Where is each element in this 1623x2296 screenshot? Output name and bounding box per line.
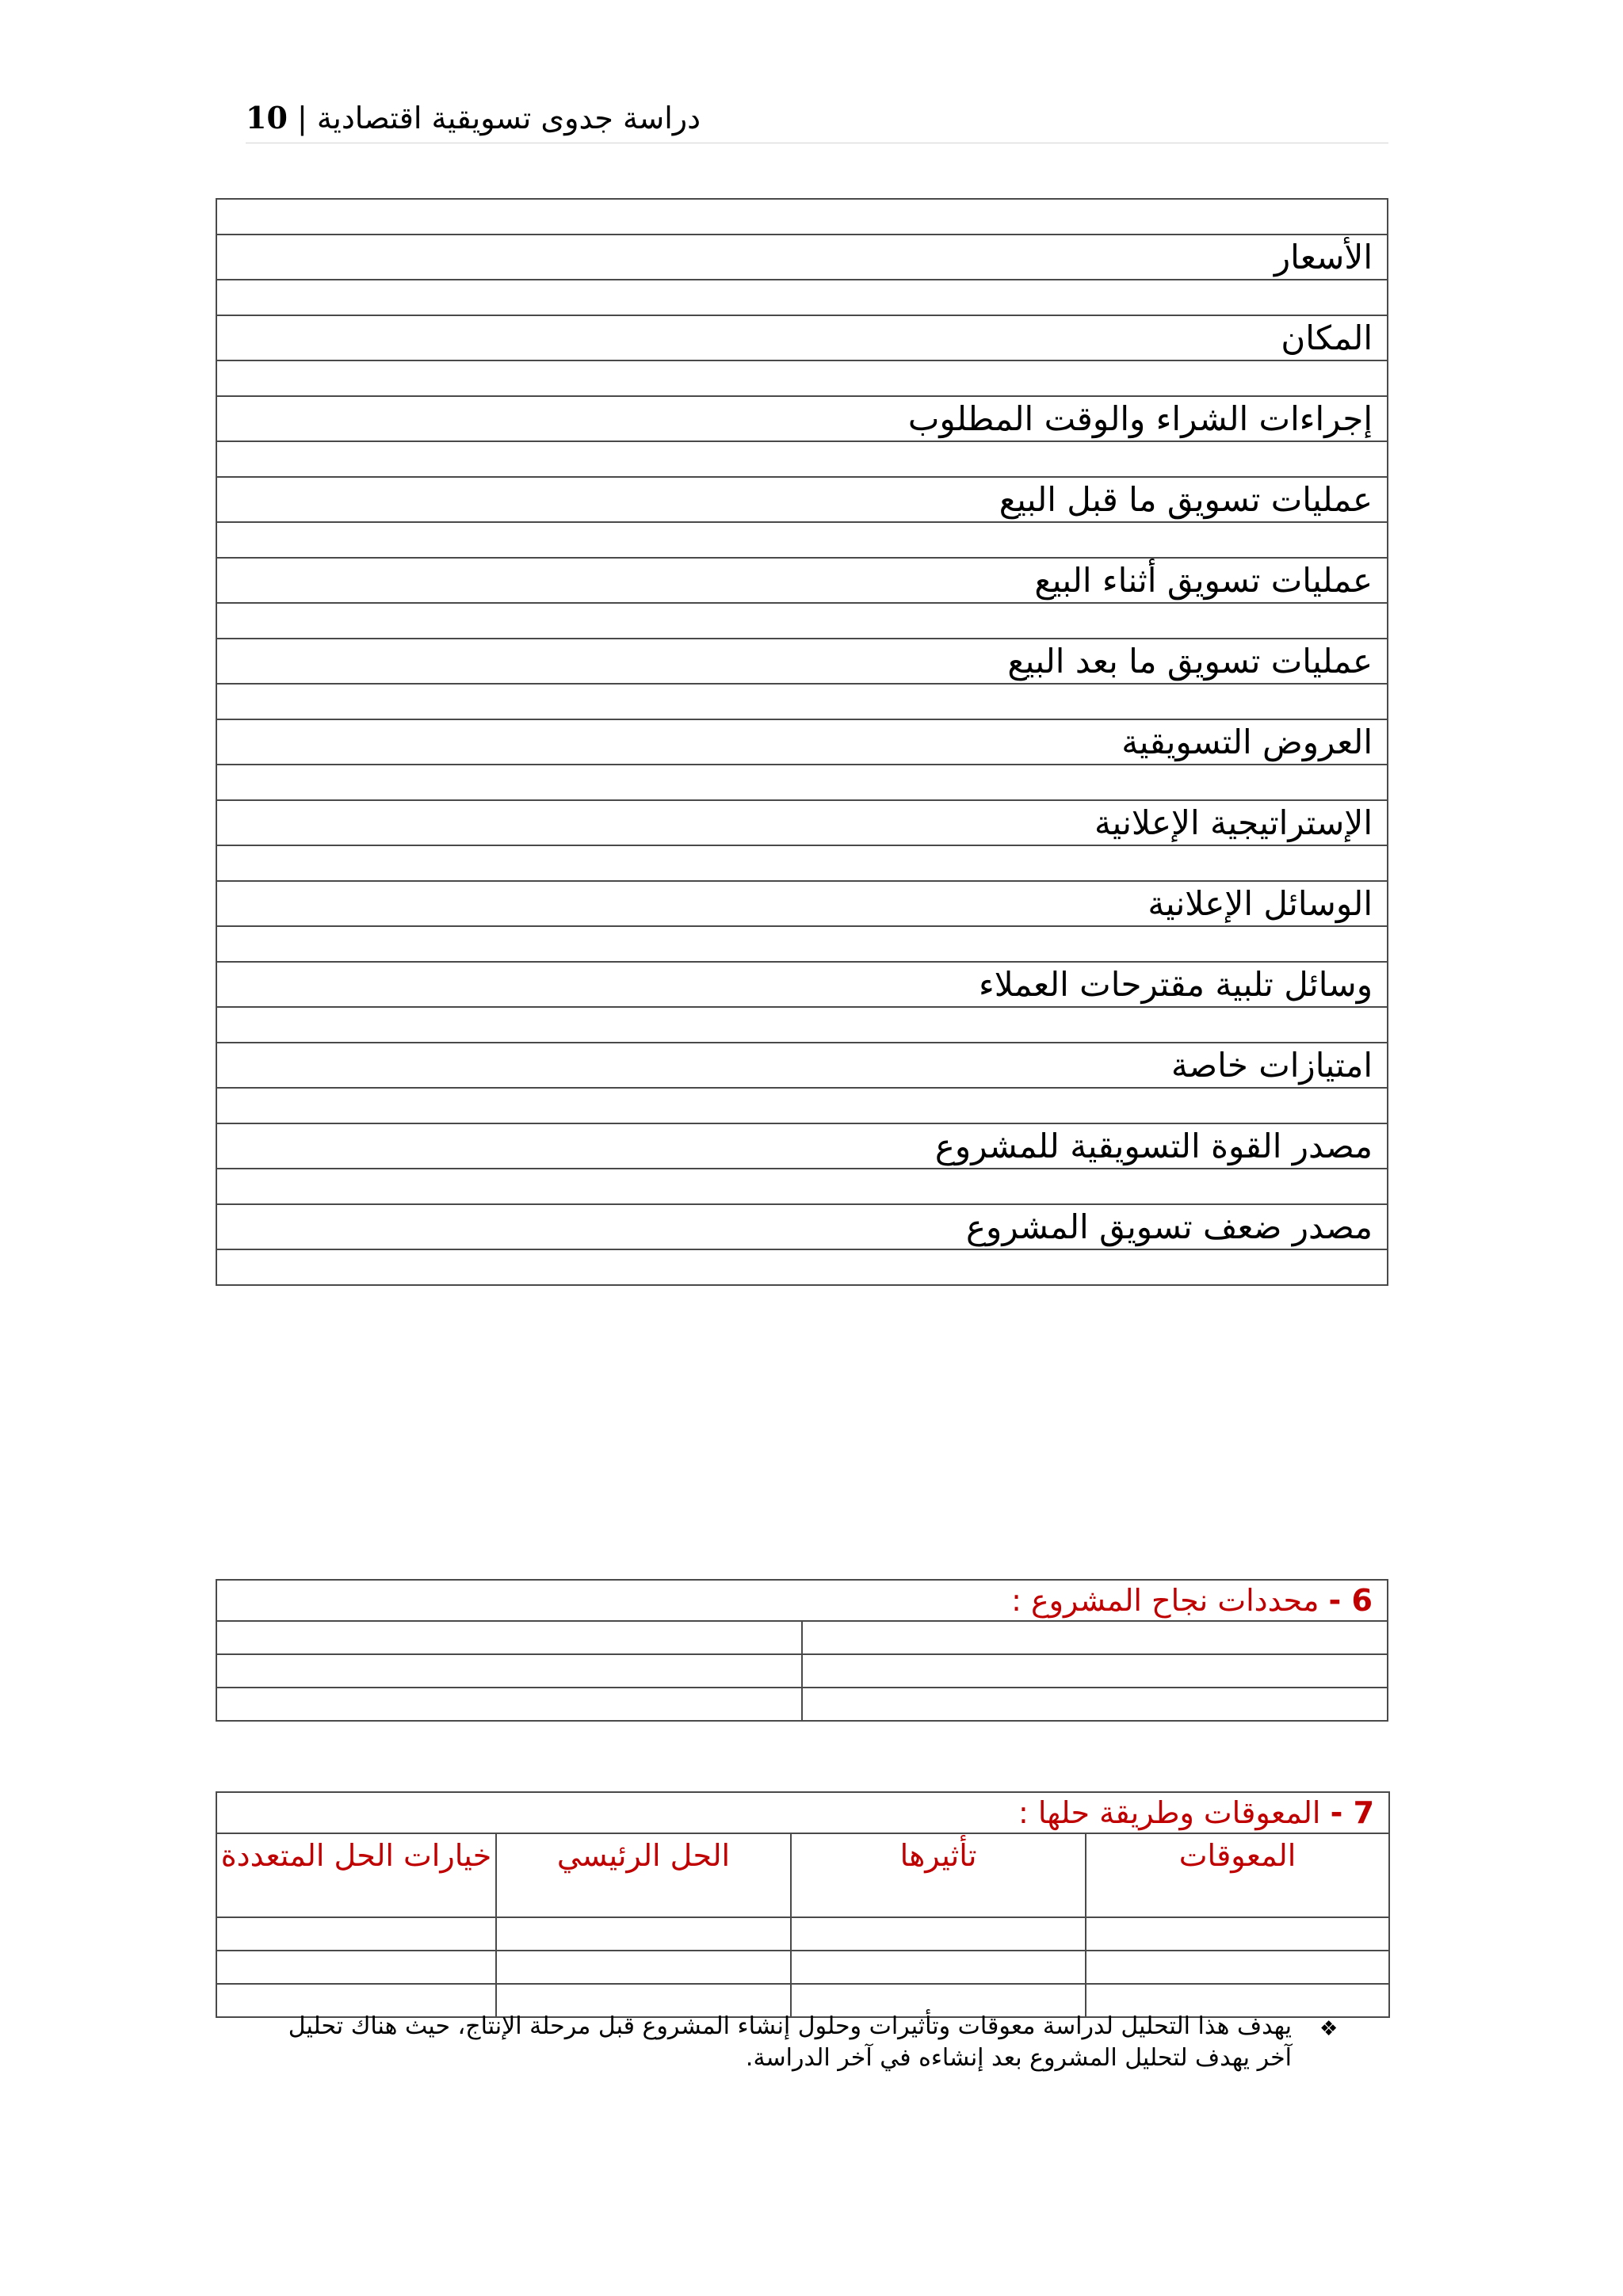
table-row <box>216 1043 1388 1088</box>
marketing-item-label: امتيازات خاصة <box>216 1043 1388 1088</box>
table-row <box>216 1169 1388 1204</box>
marketing-item-label: إجراءات الشراء والوقت المطلوب <box>216 396 1388 441</box>
table-cell <box>216 926 1388 962</box>
marketing-item-label: الإستراتيجية الإعلانية <box>216 800 1388 845</box>
table-row <box>216 1204 1388 1249</box>
marketing-item-label: وسائل تلبية مقترحات العملاء <box>216 962 1388 1007</box>
marketing-item-label: العروض التسويقية <box>216 719 1388 765</box>
table-row <box>216 315 1388 360</box>
page-number: 10 <box>246 100 288 135</box>
section6-title: محددات نجاح المشروع : <box>1011 1583 1319 1618</box>
marketing-item-label: مصدر ضعف تسويق المشروع <box>216 1204 1388 1249</box>
table-cell <box>216 199 1388 235</box>
marketing-item-label: عمليات تسويق أثناء البيع <box>216 558 1388 603</box>
table-row <box>216 639 1388 684</box>
header-title: دراسة جدوى تسويقية اقتصادية <box>316 101 701 135</box>
table-cell <box>216 765 1388 800</box>
table-row <box>216 719 1388 765</box>
marketing-item-label: مصدر القوة التسويقية للمشروع <box>216 1123 1388 1169</box>
table-row <box>216 684 1388 719</box>
table-cell <box>216 1654 802 1688</box>
table-row <box>216 926 1388 962</box>
table-cell <box>216 1249 1388 1285</box>
table-row <box>216 603 1388 639</box>
table-row <box>216 765 1388 800</box>
header-text <box>246 100 701 135</box>
table-cell <box>216 603 1388 639</box>
table-row <box>216 962 1388 1007</box>
table-row <box>216 396 1388 441</box>
section7-title: المعوقات وطريقة حلها : <box>1018 1795 1321 1830</box>
table-row <box>216 1007 1388 1043</box>
marketing-item-label: الوسائل الإعلانية <box>216 881 1388 926</box>
table-cell <box>216 1007 1388 1043</box>
table-row <box>216 477 1388 522</box>
table-row <box>216 800 1388 845</box>
table-row <box>216 235 1388 280</box>
column-header-main-solution: الحل الرئيسي <box>496 1833 791 1917</box>
table-cell <box>216 684 1388 719</box>
table-cell <box>216 845 1388 881</box>
marketing-item-label: المكان <box>216 315 1388 360</box>
column-header-solution-options: خيارات الحل المتعددة <box>216 1833 496 1917</box>
column-header-impact: تأثيرها <box>791 1833 1086 1917</box>
table-row <box>216 522 1388 558</box>
table-cell <box>216 1688 802 1721</box>
marketing-item-label: الأسعار <box>216 235 1388 280</box>
table-cell <box>216 280 1388 315</box>
note-paragraph: يهدف هذا التحليل لدراسة معوقات وتأثيرات وحلول إنشاء المشروع قبل مرحلة الإنتاج، حيث هناك تحليل آخر يهدف لتحليل المشروع بعد إنشاءه في آخر الدراسة. <box>288 2012 1292 2072</box>
table-row <box>216 199 1388 235</box>
section6-heading <box>216 1580 1388 1621</box>
table-row <box>216 280 1388 315</box>
marketing-item-label: عمليات تسويق ما بعد البيع <box>216 639 1388 684</box>
section7-number: 7 - <box>1330 1795 1375 1830</box>
table-cell <box>216 441 1388 477</box>
table-cell <box>216 1951 496 1984</box>
table-row <box>216 441 1388 477</box>
success-determinants-table <box>216 1579 1388 1722</box>
marketing-mix-table <box>216 198 1388 1286</box>
section7-heading <box>216 1792 1389 1833</box>
table-row <box>216 1088 1388 1123</box>
table-row <box>216 360 1388 396</box>
table-cell <box>216 360 1388 396</box>
table-cell <box>802 1688 1388 1721</box>
table-cell <box>496 1951 791 1984</box>
table-row <box>216 845 1388 881</box>
table-cell <box>1086 1951 1389 1984</box>
bullet-icon: ❖ <box>1319 2017 1338 2041</box>
table-cell <box>496 1917 791 1951</box>
table-cell <box>802 1654 1388 1688</box>
header-separator: | <box>296 101 307 135</box>
table-cell <box>216 1621 802 1654</box>
table-cell <box>216 1169 1388 1204</box>
table-cell <box>216 1088 1388 1123</box>
table-row <box>216 558 1388 603</box>
table-row <box>216 881 1388 926</box>
obstacles-table <box>216 1791 1390 2018</box>
column-header-obstacles: المعوقات <box>1086 1833 1389 1917</box>
table-row <box>216 1249 1388 1285</box>
table-cell <box>216 1917 496 1951</box>
table-cell <box>216 522 1388 558</box>
marketing-item-label: عمليات تسويق ما قبل البيع <box>216 477 1388 522</box>
table-cell <box>802 1621 1388 1654</box>
table-cell <box>1086 1917 1389 1951</box>
table-cell <box>791 1951 1086 1984</box>
section6-number: 6 - <box>1328 1583 1373 1618</box>
table-cell <box>791 1917 1086 1951</box>
table-row <box>216 1123 1388 1169</box>
page-header <box>246 93 1388 143</box>
